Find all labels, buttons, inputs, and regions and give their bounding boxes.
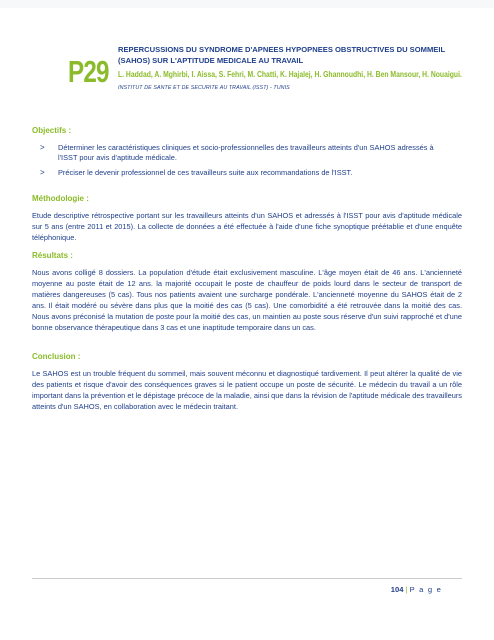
bullet-arrow-icon: > — [40, 143, 45, 152]
poster-title: REPERCUSSIONS DU SYNDROME D'APNEES HYPOPNEES OBSTRUCTIVES DU SOMMEIL (SAHOS) SUR L'APTITUDE MEDICALE AU TRAVAIL — [118, 45, 446, 65]
footer-divider — [32, 578, 462, 579]
institution: INSTITUT DE SANTE ET DE SECURITE AU TRAVAIL (ISST) - TUNIS — [118, 85, 290, 91]
objectifs-heading: Objectifs : — [32, 126, 72, 135]
objectifs-list — [40, 143, 438, 183]
authors: L. Haddad, A. Mghirbi, I. Aissa, S. Fehri, M. Chatti, K. Hajalej, H. Ghannoudhi, H. Ben Mansour, H. Nouaigui. — [118, 69, 462, 79]
objectif-text: Déterminer les caractéristiques cliniques et socio-professionnelles des travailleurs atteints d'un SAHOS adressés à l'ISST pour avis d'aptitude médicale. — [58, 143, 434, 162]
methodologie-text: Etude descriptive rétrospective portant sur les travailleurs atteints d'un SAHOS et adressés à l'ISST pour avis d'aptitude médicale sur 5 ans (entre 2011 et 2015). La collecte de données a été effectuée à l'aide d'une fiche synoptique préétablie et d'une enquête téléphonique. — [32, 211, 462, 242]
objectif-text: Préciser le devenir professionnel de ces travailleurs suite aux recommandations de l'ISST. — [58, 168, 353, 177]
objectif-item — [40, 143, 438, 163]
objectif-item — [40, 168, 438, 178]
conclusion-heading: Conclusion : — [32, 352, 81, 361]
page-number-value: 104 — [390, 585, 404, 594]
resultats-text: Nous avons colligé 8 dossiers. La population d'étude était exclusivement masculine. L'âge moyen était de 46 ans. L'ancienneté moyenne au poste était de 12 ans. la majorité occupait le poste de chauffeur de poids lourd dans le secteur de transport de matières dangereuses (5 cas). Tous nos patients avaient une surcharge pondérale. L'ancienneté moyenne du SAHOS était de 2 ans. Il était modéré ou sévère dans plus que la moitié des cas (5 cas). Une comorbidité a été retrouvée dans la moitié des cas. Nous avons préconisé la mutation de poste pour la moitié des cas, un maintien au poste sous réserve d'un suivi rapproché et d'une bonne observance thérapeutique dans 3 cas et une inaptitude temporaire dans un cas. — [32, 268, 462, 332]
title-block — [118, 44, 462, 92]
resultats-heading: Résultats : — [32, 251, 73, 260]
page-top-band — [0, 0, 494, 8]
poster-code: P29 — [68, 54, 109, 89]
conclusion-text: Le SAHOS est un trouble fréquent du sommeil, mais souvent méconnu et diagnostiqué tardivement. Il peut altérer la qualité de vie des patients et risque d'avoir des conséquences graves si le patient occupe un poste de sécurité. Le médecin du travail a un rôle important dans la prévention et le dépistage précoce de la maladie, ainsi que dans la révision de l'aptitude médicale des travailleurs atteints d'un SAHOS, en collaboration avec le médecin traitant. — [32, 369, 462, 411]
page-number — [391, 585, 442, 594]
bullet-arrow-icon: > — [40, 168, 45, 177]
page-number-separator: | — [405, 585, 408, 594]
page-label: P a g e — [409, 585, 442, 594]
methodologie-heading: Méthodologie : — [32, 194, 89, 203]
